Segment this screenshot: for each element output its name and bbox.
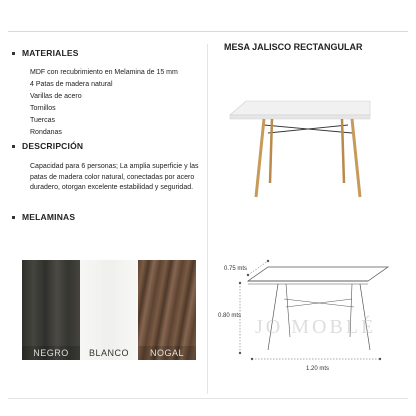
top-divider bbox=[8, 31, 408, 32]
list-item: Tuercas bbox=[30, 117, 56, 124]
materials-list bbox=[30, 67, 178, 139]
section-materiales-heading bbox=[12, 48, 79, 58]
swatch-negro-label: NEGRO bbox=[22, 346, 80, 360]
section-melaminas-heading bbox=[12, 212, 75, 222]
descripcion-label: DESCRIPCIÓN bbox=[22, 141, 84, 151]
list-item: Varillas de acero bbox=[30, 93, 82, 100]
dimension-dot bbox=[251, 358, 253, 360]
list-item: Tornillos bbox=[30, 105, 56, 112]
bullet-icon bbox=[12, 216, 15, 219]
width-dimension-label: 1.20 mts bbox=[306, 366, 330, 372]
list-item: 4 Patas de madera natural bbox=[30, 81, 113, 88]
depth-dimension-label: 0.75 mts bbox=[224, 266, 248, 272]
column-divider bbox=[207, 44, 208, 394]
dimension-dot bbox=[239, 282, 241, 284]
description-text: Capacidad para 6 personas; La amplia superficie y las patas de madera color natural, conectadas por acero duradero, otorgan excelente estabilidad y seguridad. bbox=[30, 163, 199, 191]
melaminas-label: MELAMINAS bbox=[22, 212, 76, 222]
swatch-nogal-label: NOGAL bbox=[138, 346, 196, 360]
list-item: Rondanas bbox=[30, 129, 62, 136]
bottom-divider bbox=[8, 398, 408, 399]
drawing-tabletop bbox=[248, 267, 388, 281]
table-photo bbox=[224, 95, 376, 207]
brand-watermark: JO MOBLÉ bbox=[255, 316, 377, 338]
tabletop-edge bbox=[230, 115, 370, 119]
swatch-nogal bbox=[138, 260, 196, 360]
bullet-icon bbox=[12, 145, 15, 148]
height-dimension-label: 0.80 mts bbox=[218, 313, 242, 319]
swatch-blanco bbox=[80, 260, 138, 360]
dimension-dot bbox=[267, 260, 269, 262]
list-item: MDF con recubrimiento en Melamina de 15 mm bbox=[30, 69, 178, 76]
product-title: MESA JALISCO RECTANGULAR bbox=[224, 42, 363, 52]
dimension-dot bbox=[239, 352, 241, 354]
dimension-dot bbox=[247, 274, 249, 276]
swatch-negro bbox=[22, 260, 80, 360]
section-descripcion-heading bbox=[12, 141, 83, 151]
dimension-dot bbox=[379, 358, 381, 360]
swatch-blanco-label: BLANCO bbox=[88, 348, 129, 358]
bullet-icon bbox=[12, 52, 15, 55]
tabletop-surface bbox=[230, 101, 370, 115]
materiales-label: MATERIALES bbox=[22, 48, 79, 58]
